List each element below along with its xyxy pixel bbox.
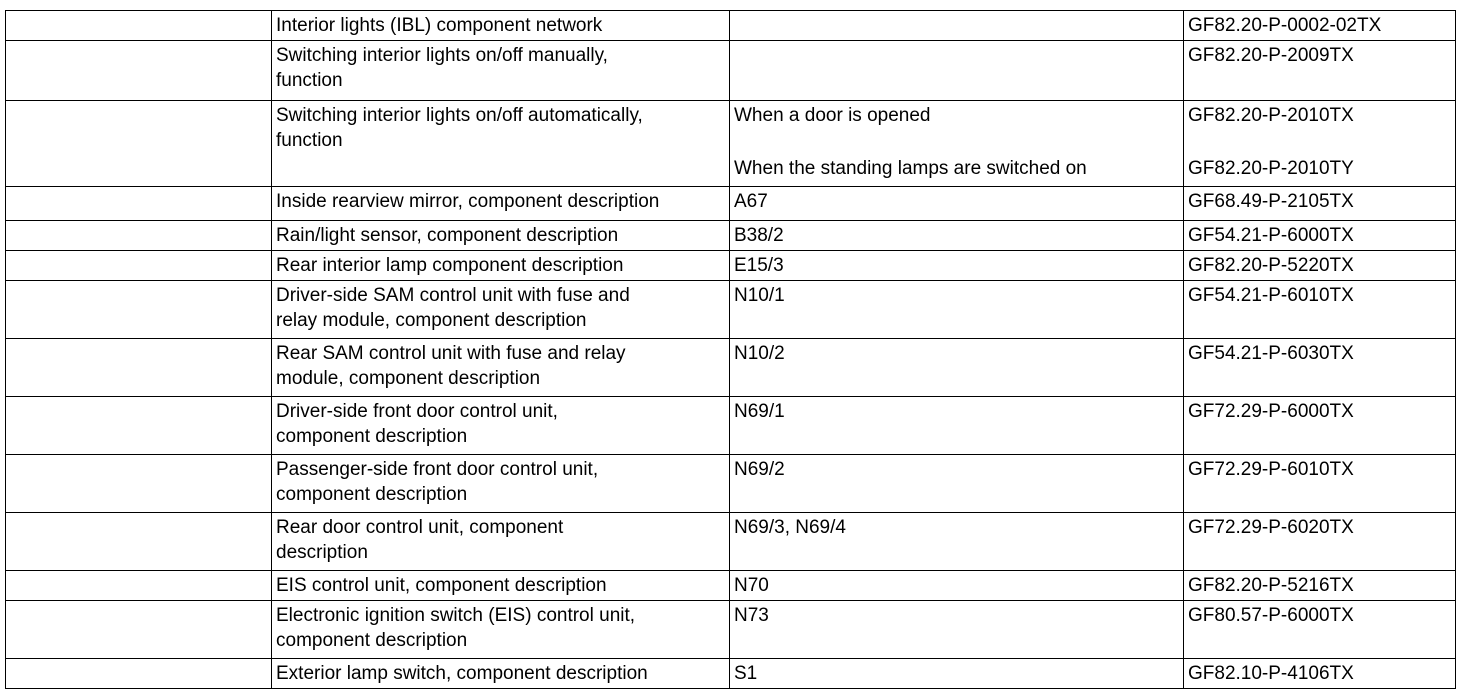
code-cell — [1184, 251, 1456, 281]
detail-cell — [730, 513, 1184, 571]
component-code: N70 — [734, 575, 769, 596]
document-code: GF72.29-P-6010TX — [1188, 459, 1354, 480]
condition-text: When the standing lamps are switched on — [734, 158, 1087, 179]
code-cell — [1184, 221, 1456, 251]
detail-cell — [730, 11, 1184, 41]
document-code: GF82.20-P-2009TX — [1188, 45, 1354, 66]
blank-cell — [6, 513, 272, 571]
detail-cell — [730, 339, 1184, 397]
component-code: N10/2 — [734, 343, 785, 364]
description-cell — [272, 455, 730, 513]
description-cell — [272, 659, 730, 689]
description-text-line2: function — [276, 130, 343, 151]
blank-cell — [6, 659, 272, 689]
code-cell — [1184, 101, 1456, 187]
component-code: A67 — [734, 191, 768, 212]
description-text-line1: Switching interior lights on/off manually, — [276, 45, 608, 66]
description-text-line2: relay module, component description — [276, 310, 587, 331]
detail-cell — [730, 571, 1184, 601]
component-code: N69/3, N69/4 — [734, 517, 846, 538]
detail-cell — [730, 601, 1184, 659]
description-text-line1: Switching interior lights on/off automatically, — [276, 105, 643, 126]
table-row — [6, 251, 1456, 281]
code-cell — [1184, 571, 1456, 601]
document-code: GF80.57-P-6000TX — [1188, 605, 1354, 626]
document-code: GF72.29-P-6020TX — [1188, 517, 1354, 538]
code-cell — [1184, 187, 1456, 221]
document-code: GF54.21-P-6030TX — [1188, 343, 1354, 364]
table-row — [6, 397, 1456, 455]
component-code: N69/2 — [734, 459, 785, 480]
document-code: GF72.29-P-6000TX — [1188, 401, 1354, 422]
blank-cell — [6, 281, 272, 339]
document-code: GF82.20-P-5220TX — [1188, 255, 1354, 276]
description-text-line2: function — [276, 70, 343, 91]
description-text: Exterior lamp switch, component description — [276, 663, 648, 684]
table-row — [6, 187, 1456, 221]
description-text: Interior lights (IBL) component network — [276, 15, 603, 36]
table-row — [6, 281, 1456, 339]
table-row — [6, 513, 1456, 571]
detail-cell — [730, 187, 1184, 221]
document-code: GF82.20-P-2010TX — [1188, 105, 1354, 126]
blank-cell — [6, 187, 272, 221]
detail-cell — [730, 101, 1184, 187]
description-cell — [272, 339, 730, 397]
code-cell — [1184, 339, 1456, 397]
blank-cell — [6, 455, 272, 513]
table-row — [6, 339, 1456, 397]
blank-cell — [6, 601, 272, 659]
table-row — [6, 571, 1456, 601]
document-code: GF82.20-P-5216TX — [1188, 575, 1354, 596]
component-code: N69/1 — [734, 401, 785, 422]
description-cell — [272, 221, 730, 251]
table-row — [6, 101, 1456, 187]
document-code: GF82.20-P-0002-02TX — [1188, 15, 1382, 36]
detail-cell — [730, 455, 1184, 513]
description-cell — [272, 101, 730, 187]
description-text-line2: component description — [276, 426, 468, 447]
code-cell — [1184, 11, 1456, 41]
table-row — [6, 11, 1456, 41]
component-code: B38/2 — [734, 225, 784, 246]
description-text-line1: Electronic ignition switch (EIS) control unit, — [276, 605, 636, 626]
table-row — [6, 455, 1456, 513]
component-code: N73 — [734, 605, 769, 626]
description-text: Rain/light sensor, component description — [276, 225, 619, 246]
document-code: GF82.20-P-2010TY — [1188, 158, 1354, 179]
component-code: S1 — [734, 663, 758, 684]
blank-cell — [6, 571, 272, 601]
document-code: GF54.21-P-6010TX — [1188, 285, 1354, 306]
description-text: Inside rearview mirror, component description — [276, 191, 660, 212]
description-text-line2: module, component description — [276, 368, 541, 389]
blank-cell — [6, 11, 272, 41]
document-code: GF68.49-P-2105TX — [1188, 191, 1354, 212]
blank-cell — [6, 251, 272, 281]
description-text: EIS control unit, component description — [276, 575, 607, 596]
description-text-line2: component description — [276, 484, 468, 505]
detail-cell — [730, 41, 1184, 101]
description-cell — [272, 251, 730, 281]
code-cell — [1184, 41, 1456, 101]
code-cell — [1184, 455, 1456, 513]
description-text: Rear interior lamp component description — [276, 255, 624, 276]
description-text-line2: description — [276, 542, 368, 563]
table-row — [6, 221, 1456, 251]
code-cell — [1184, 397, 1456, 455]
description-text-line1: Rear door control unit, component — [276, 517, 564, 538]
description-text-line1: Passenger-side front door control unit, — [276, 459, 599, 480]
code-cell — [1184, 281, 1456, 339]
description-cell — [272, 601, 730, 659]
document-code: GF54.21-P-6000TX — [1188, 225, 1354, 246]
detail-cell — [730, 221, 1184, 251]
description-cell — [272, 281, 730, 339]
detail-cell — [730, 251, 1184, 281]
detail-cell — [730, 397, 1184, 455]
table-row — [6, 41, 1456, 101]
description-text-line1: Rear SAM control unit with fuse and relay — [276, 343, 626, 364]
detail-cell — [730, 659, 1184, 689]
description-cell — [272, 571, 730, 601]
blank-cell — [6, 41, 272, 101]
description-cell — [272, 187, 730, 221]
code-cell — [1184, 513, 1456, 571]
description-cell — [272, 41, 730, 101]
blank-cell — [6, 101, 272, 187]
document-code: GF82.10-P-4106TX — [1188, 663, 1354, 684]
table-row — [6, 659, 1456, 689]
blank-cell — [6, 397, 272, 455]
code-cell — [1184, 659, 1456, 689]
table-row — [6, 601, 1456, 659]
detail-cell — [730, 281, 1184, 339]
blank-cell — [6, 339, 272, 397]
reference-table — [5, 10, 1456, 689]
description-cell — [272, 397, 730, 455]
condition-text: When a door is opened — [734, 105, 931, 126]
component-code: E15/3 — [734, 255, 784, 276]
component-code: N10/1 — [734, 285, 785, 306]
blank-cell — [6, 221, 272, 251]
code-cell — [1184, 601, 1456, 659]
description-cell — [272, 11, 730, 41]
description-cell — [272, 513, 730, 571]
description-text-line1: Driver-side front door control unit, — [276, 401, 558, 422]
description-text-line2: component description — [276, 630, 468, 651]
description-text-line1: Driver-side SAM control unit with fuse and — [276, 285, 630, 306]
